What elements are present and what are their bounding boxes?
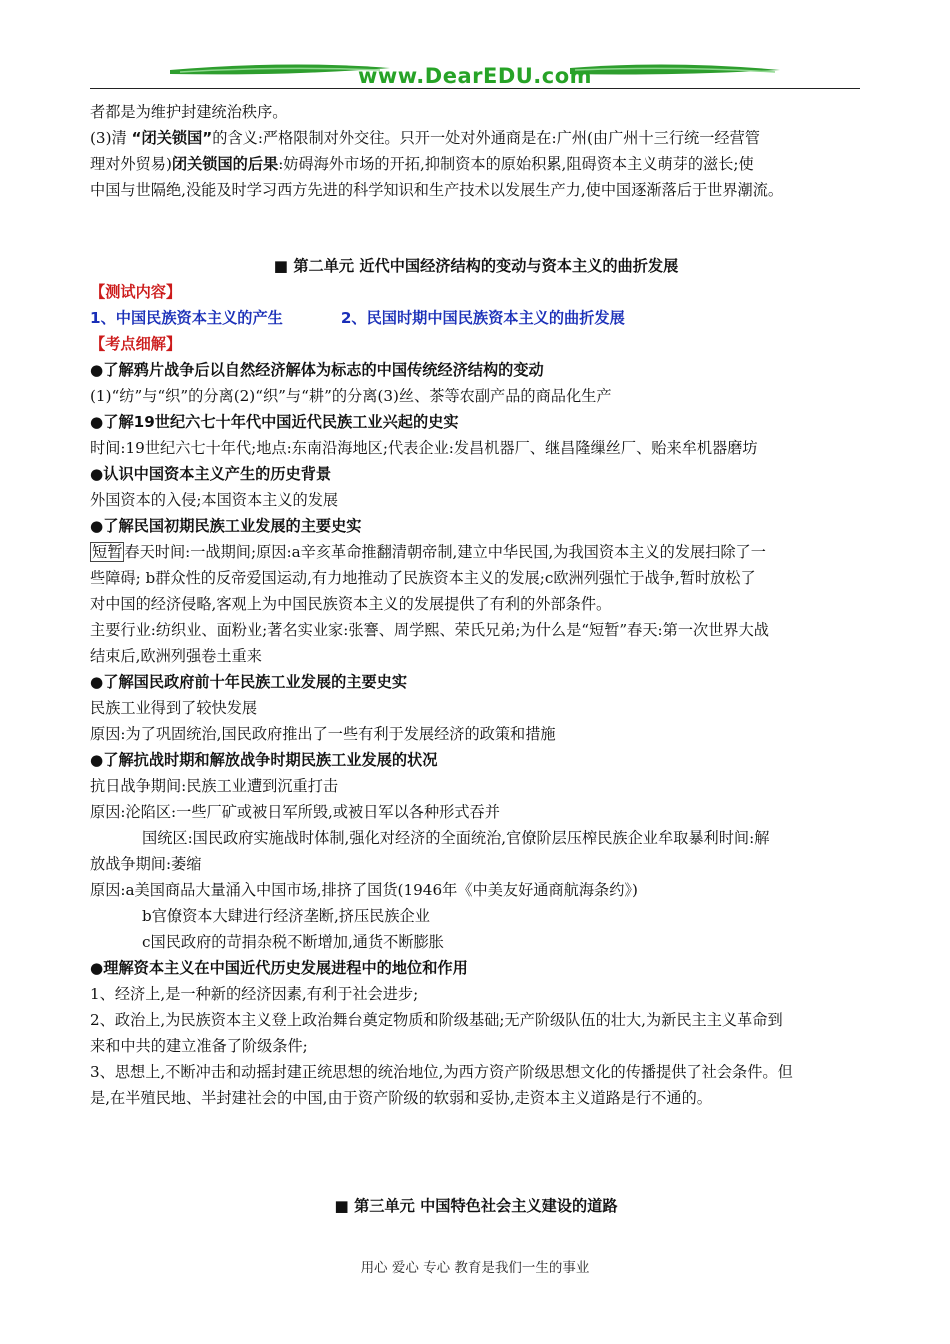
point-line: c国民政府的苛捐杂税不断增加,通货不断膨胀 [142, 933, 444, 951]
intro-line: 中国与世隔绝,没能及时学习西方先进的科学知识和生产技术以发展生产力,使中国逐渐落后于世界潮流。 [90, 181, 784, 199]
point-heading: ●了解国民政府前十年民族工业发展的主要史实 [90, 673, 408, 691]
point-line: 3、思想上,不断冲击和动摇封建正统思想的统治地位,为西方资产阶级思想文化的传播提供了社会条件。但 [90, 1063, 793, 1081]
unit3-heading: ■ 第三单元 中国特色社会主义建设的道路 [334, 1197, 618, 1215]
point-line: 外国资本的入侵;本国资本主义的发展 [90, 491, 339, 509]
point-line: 抗日战争期间:民族工业遭到沉重打击 [90, 777, 339, 795]
point-line: 来和中共的建立准备了阶级条件; [90, 1037, 308, 1055]
test-topics [90, 305, 862, 331]
document-body [90, 99, 862, 1219]
point-heading: ●了解民国初期民族工业发展的主要史实 [90, 517, 362, 535]
point-line: (1)“纺”与“织”的分离(2)“织”与“耕”的分离(3)丝、茶等农副产品的商品化生产 [90, 387, 612, 405]
point-line: 国统区:国民政府实施战时体制,强化对经济的全面统治,官僚阶层压榨民族企业牟取暴利时间:解 [142, 829, 770, 847]
point-line: 短暂 春天时间:一战期间;原因:a辛亥革命推翻清朝帝制,建立中华民国,为我国资本主义的发展扫除了一 [92, 543, 766, 561]
topic-2: 2、民国时期中国民族资本主义的曲折发展 [340, 309, 625, 327]
point-line: 是,在半殖民地、半封建社会的中国,由于资产阶级的软弱和妥协,走资本主义道路是行不通的。 [90, 1089, 712, 1107]
point-line: 些障碍; b群众性的反帝爱国运动,有力地推动了民族资本主义的发展;c欧洲列强忙于战争,暂时放松了 [90, 569, 756, 587]
intro-line: 者都是为维护封建统治秩序。 [90, 103, 288, 121]
intro-line: (3)清 “闭关锁国”的含义:严格限制对外交往。只开一处对外通商是在:广州(由广州十三行统一经营管 [90, 129, 760, 147]
point-line: 对中国的经济侵略,客观上为中国民族资本主义的发展提供了有利的外部条件。 [90, 595, 612, 613]
point-line: 民族工业得到了较快发展 [90, 699, 258, 717]
point-line: b官僚资本大肆进行经济垄断,挤压民族企业 [142, 907, 430, 925]
point-heading: ●认识中国资本主义产生的历史背景 [90, 465, 332, 483]
point-line: 放战争期间:萎缩 [90, 855, 202, 873]
site-logo-text[interactable]: www.DearEDU.com [357, 64, 593, 88]
point-line: 原因:沦陷区:一些厂矿或被日军所毁,或被日军以各种形式吞并 [90, 803, 500, 821]
point-line: 主要行业:纺织业、面粉业;著名实业家:张謇、周学熙、荣氏兄弟;为什么是“短暂”春天:第一次世界大战 [90, 621, 769, 639]
point-heading: ●了解19世纪六七十年代中国近代民族工业兴起的史实 [90, 413, 459, 431]
page-header [90, 58, 860, 92]
header-rule [90, 88, 860, 89]
page-footer: 用心 爱心 专心 教育是我们一生的事业 [360, 1260, 590, 1276]
point-line: 结束后,欧洲列强卷土重来 [90, 647, 262, 665]
point-heading: ●了解鸦片战争后以自然经济解体为标志的中国传统经济结构的变动 [90, 361, 544, 379]
test-content-label: 【测试内容】 [90, 283, 182, 301]
intro-line: 理对外贸易)闭关锁国的后果:妨碍海外市场的开拓,抑制资本的原始积累,阻碍资本主义萌芽的滋长;使 [90, 155, 754, 173]
boxed-word: 短暂 [92, 543, 123, 561]
detail-label: 【考点细解】 [90, 335, 182, 353]
point-line: 1、经济上,是一种新的经济因素,有利于社会进步; [90, 985, 419, 1003]
point-line: 2、政治上,为民族资本主义登上政治舞台奠定物质和阶级基础;无产阶级队伍的壮大,为新民主主义革命到 [90, 1011, 783, 1029]
topic-1: 1、中国民族资本主义的产生 [90, 309, 283, 327]
point-heading: ●理解资本主义在中国近代历史发展进程中的地位和作用 [90, 959, 468, 977]
unit2-heading: ■ 第二单元 近代中国经济结构的变动与资本主义的曲折发展 [273, 257, 679, 275]
point-line: 原因:为了巩固统治,国民政府推出了一些有利于发展经济的政策和措施 [90, 725, 556, 743]
point-line: 时间:19世纪六七十年代;地点:东南沿海地区;代表企业:发昌机器厂、继昌隆缫丝厂、贻来牟机器磨坊 [90, 439, 758, 457]
point-line: 原因:a美国商品大量涌入中国市场,排挤了国货(1946年《中美友好通商航海条约》) [90, 881, 638, 899]
point-heading: ●了解抗战时期和解放战争时期民族工业发展的状况 [90, 751, 438, 769]
